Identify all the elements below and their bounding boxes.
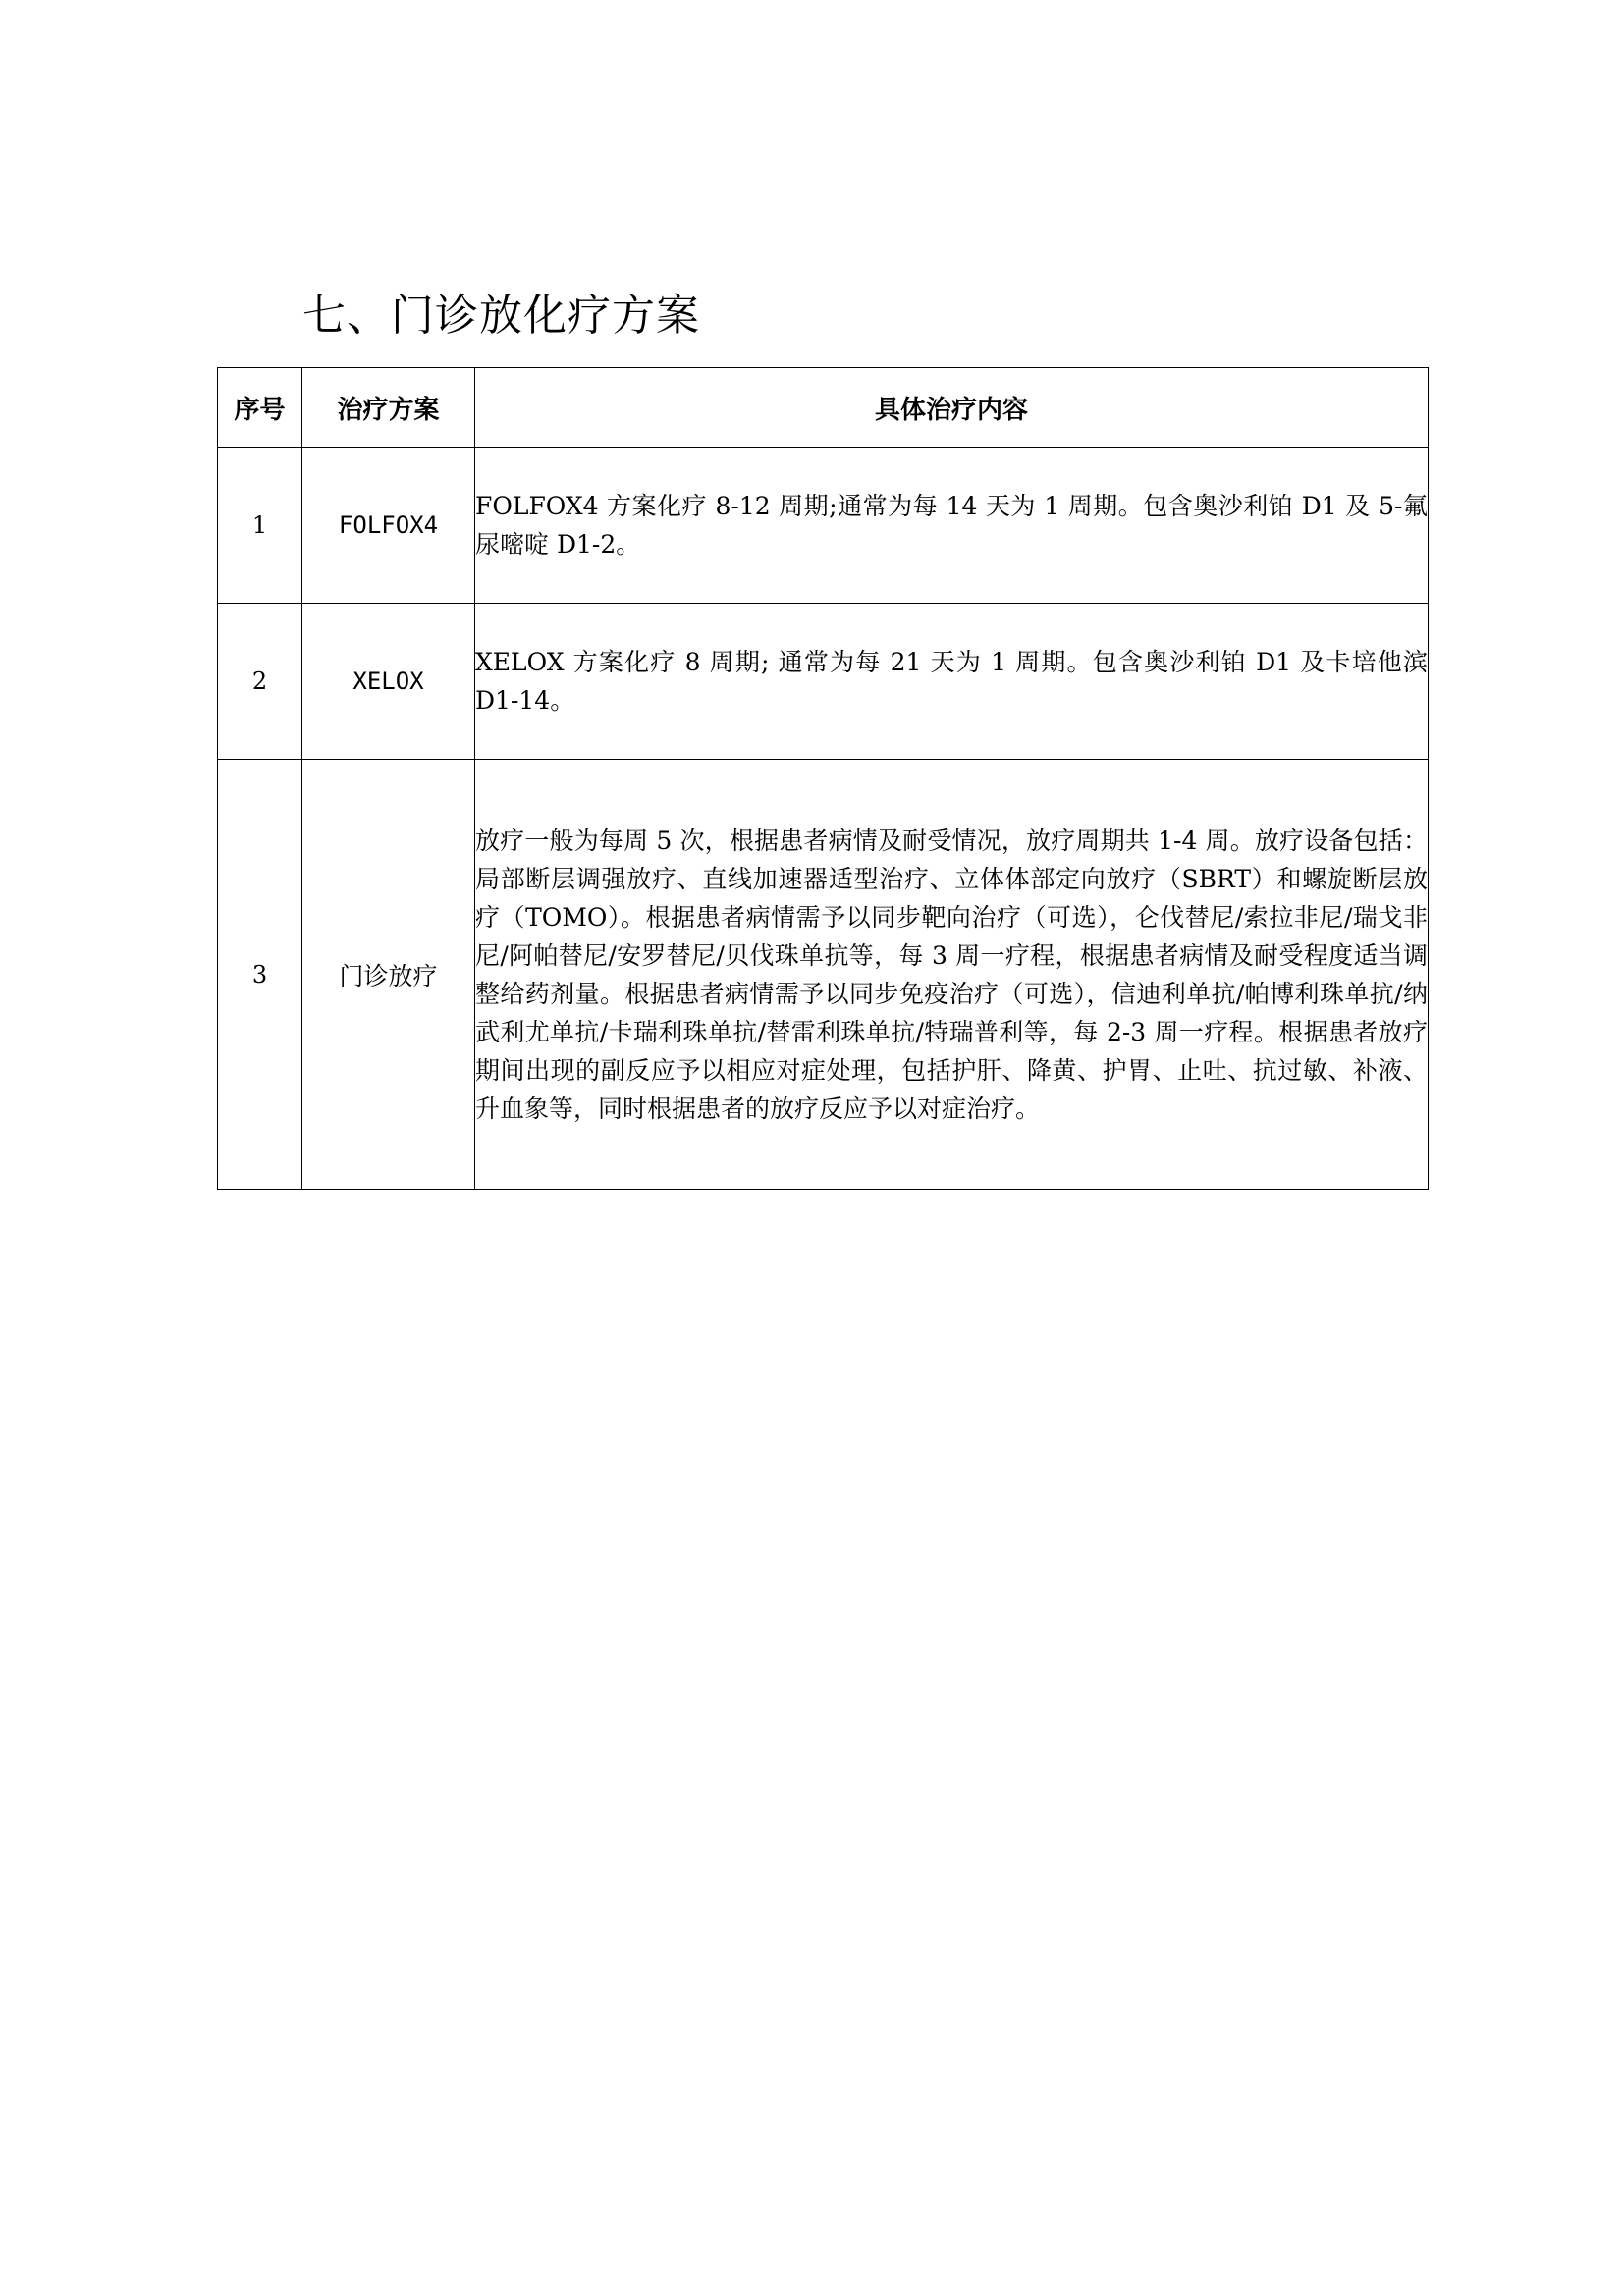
table-row xyxy=(218,448,1429,604)
table-row xyxy=(218,760,1429,1190)
row-plan: 门诊放疗 xyxy=(302,760,475,1190)
row-no: 1 xyxy=(218,448,302,604)
row-no: 3 xyxy=(218,760,302,1190)
header-plan: 治疗方案 xyxy=(302,368,475,448)
row-plan: FOLFOX4 xyxy=(302,448,475,604)
header-no: 序号 xyxy=(218,368,302,448)
row-no: 2 xyxy=(218,604,302,760)
header-detail: 具体治疗内容 xyxy=(475,368,1429,448)
treatment-plan-table xyxy=(217,367,1429,1190)
table-header-row xyxy=(218,368,1429,448)
row-detail: 放疗一般为每周 5 次，根据患者病情及耐受情况，放疗周期共 1-4 周。放疗设备包括：局部断层调强放疗、直线加速器适型治疗、立体体部定向放疗（SBRT）和螺旋断层放疗（TOMO）。根据患者病情需予以同步靶向治疗（可选），仑伐替尼/索拉非尼/瑞戈非尼/阿帕替尼/安罗替尼/贝伐珠单抗等，每 3 周一疗程，根据患者病情及耐受程度适当调整给药剂量。根据患者病情需予以同步免疫治疗（可选），信迪利单抗/帕博利珠单抗/纳武利尤单抗/卡瑞利珠单抗/替雷利珠单抗/特瑞普利等，每 2-3 周一疗程。根据患者放疗期间出现的副反应予以相应对症处理，包括护肝、降黄、护胃、止吐、抗过敏、补液、升血象等，同时根据患者的放疗反应予以对症治疗。 xyxy=(475,760,1429,1190)
table-row xyxy=(218,604,1429,760)
row-detail: FOLFOX4 方案化疗 8-12 周期;通常为每 14 天为 1 周期。包含奥沙利铂 D1 及 5-氟尿嘧啶 D1-2。 xyxy=(475,448,1429,604)
row-detail: XELOX 方案化疗 8 周期; 通常为每 21 天为 1 周期。包含奥沙利铂 D1 及卡培他滨 D1-14。 xyxy=(475,604,1429,760)
page-title: 七、门诊放化疗方案 xyxy=(302,291,700,341)
row-plan: XELOX xyxy=(302,604,475,760)
